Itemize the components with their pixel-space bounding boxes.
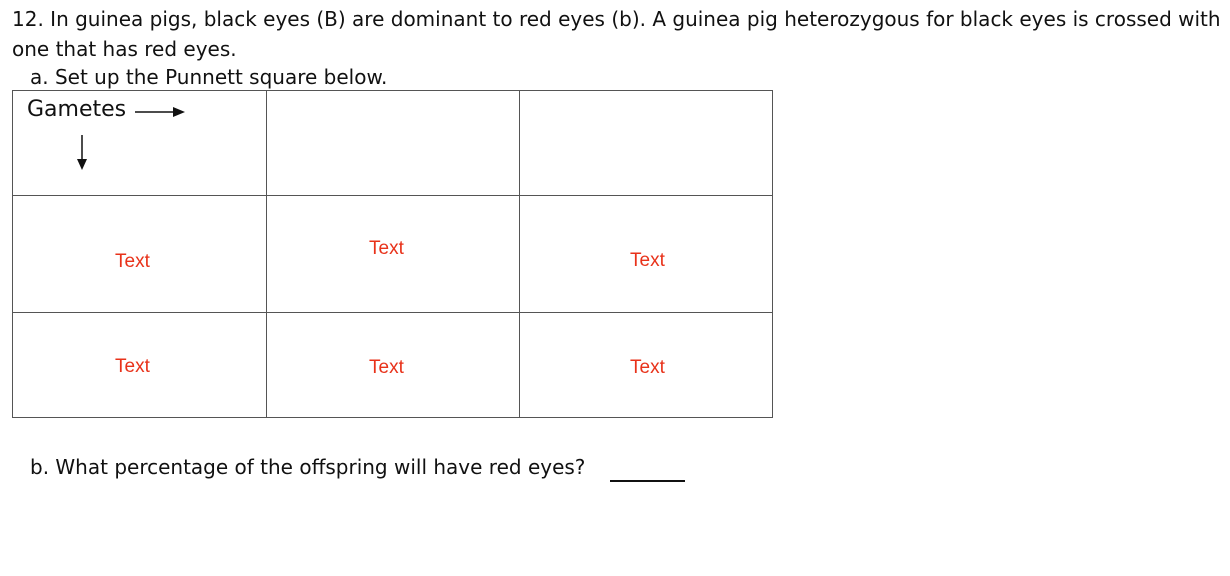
arrow-right-icon (135, 105, 187, 119)
question-text: 12. In guinea pigs, black eyes (B) are dominant to red eyes (b). A guinea pig heterozygous for black eyes is crossed with one that has red eyes. (12, 7, 1221, 61)
punnett-cell-r2c2[interactable] (519, 312, 773, 418)
punnett-cell-r1c2[interactable] (519, 195, 773, 313)
gametes-corner-cell (12, 90, 267, 196)
placeholder-text[interactable]: Text (630, 357, 665, 378)
punnett-cell-r1c0[interactable] (12, 195, 267, 313)
arrow-down-icon (75, 135, 89, 171)
punnett-cell-r2c1[interactable] (266, 312, 520, 418)
placeholder-text[interactable]: Text (115, 251, 150, 272)
part-b-question: b. What percentage of the offspring will have red eyes? (30, 455, 586, 479)
punnett-cell-r1c1[interactable] (266, 195, 520, 313)
part-a-prompt: a. Set up the Punnett square below. (30, 65, 388, 89)
placeholder-text[interactable]: Text (369, 357, 404, 378)
placeholder-text[interactable]: Text (369, 238, 404, 259)
gamete-cell-top-1[interactable] (266, 90, 520, 196)
gamete-cell-top-2[interactable] (519, 90, 773, 196)
placeholder-text[interactable]: Text (115, 356, 150, 377)
punnett-cell-r2c0[interactable] (12, 312, 267, 418)
placeholder-text[interactable]: Text (630, 250, 665, 271)
punnett-square (12, 90, 773, 418)
answer-blank[interactable] (610, 480, 685, 482)
gametes-label: Gametes (27, 97, 127, 122)
